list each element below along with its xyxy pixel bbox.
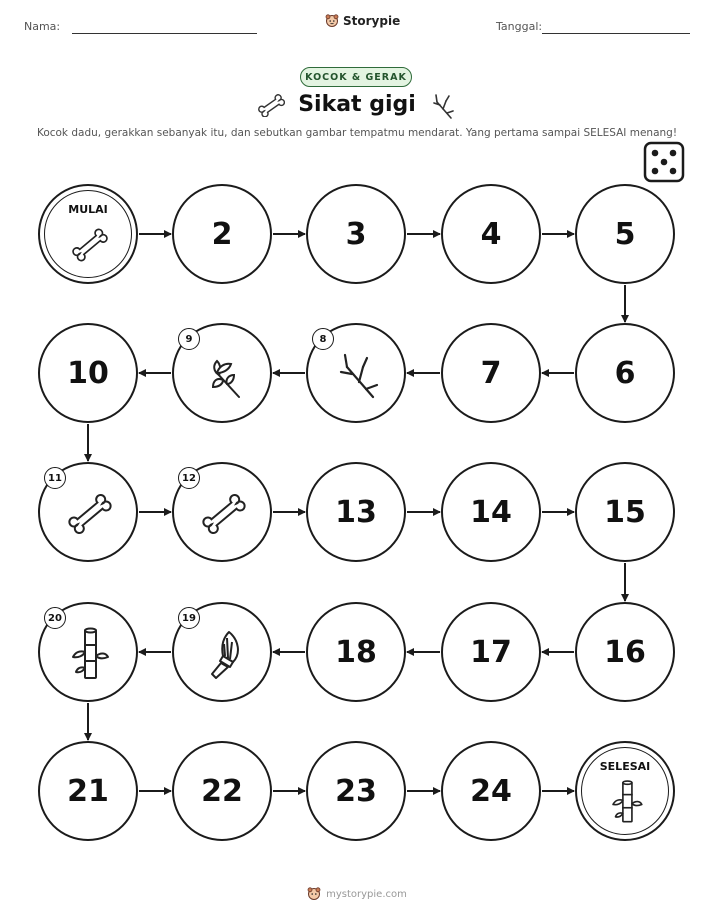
bone-icon (65, 222, 115, 268)
name-label: Nama: (24, 20, 61, 33)
board-cell (306, 323, 406, 423)
page-title: Sikat gigi (298, 92, 416, 117)
board-cell (38, 741, 138, 841)
sprig-icon (199, 347, 249, 403)
board-cell (306, 741, 406, 841)
board-cell (172, 184, 272, 284)
board-cell (575, 462, 675, 562)
cell-number-badge: 19 (178, 607, 200, 629)
board-cell (575, 323, 675, 423)
cell-number: 24 (470, 773, 512, 809)
cell-number-badge: 9 (178, 328, 200, 350)
cell-number-badge: 12 (178, 467, 200, 489)
category-badge: KOCOK & GERAK (300, 67, 412, 87)
board-cell (441, 602, 541, 702)
board-cell (306, 184, 406, 284)
cell-number: 22 (201, 773, 243, 809)
cell-number: 16 (604, 634, 646, 670)
bamboo-icon (65, 626, 115, 682)
board-cell (38, 462, 138, 562)
cell-number: 15 (604, 494, 646, 530)
board-cell (38, 323, 138, 423)
bone-icon (65, 486, 115, 542)
footer (0, 887, 714, 901)
footer-url: mystorypie.com (326, 888, 407, 900)
board-cell (172, 602, 272, 702)
board-cell (38, 602, 138, 702)
cell-number-badge: 20 (44, 607, 66, 629)
board-cell (172, 323, 272, 423)
brush-icon (199, 626, 249, 682)
cell-number: 5 (614, 216, 636, 252)
cell-number: 17 (470, 634, 512, 670)
cell-number: 18 (335, 634, 377, 670)
brand-name: Storypie (343, 14, 401, 28)
cell-number: 14 (470, 494, 512, 530)
bone-icon (199, 486, 249, 542)
cell-number: 10 (67, 355, 109, 391)
cell-number: 13 (335, 494, 377, 530)
date-label: Tanggal: (496, 20, 543, 33)
storypie-mascot-icon (307, 887, 321, 901)
cell-number-badge: 11 (44, 467, 66, 489)
cell-number: 4 (480, 216, 502, 252)
start-label: MULAI (68, 203, 108, 216)
cell-number: 7 (480, 355, 502, 391)
finish-cell (575, 741, 675, 841)
cell-number: 6 (614, 355, 636, 391)
cell-number-badge: 8 (312, 328, 334, 350)
board-cell (441, 323, 541, 423)
board-cell (172, 741, 272, 841)
board-cell (441, 462, 541, 562)
instructions: Kocok dadu, gerakkan sebanyak itu, dan sebutkan gambar tempatmu mendarat. Yang pertama sampai SELESAI menang! (36, 127, 678, 139)
twig-icon (333, 347, 383, 403)
cell-number: 21 (67, 773, 109, 809)
board-cell (172, 462, 272, 562)
board-cell (306, 462, 406, 562)
board-cell (441, 741, 541, 841)
bamboo-icon (602, 779, 652, 825)
finish-label: SELESAI (599, 760, 651, 773)
board-cell (575, 602, 675, 702)
board-cell (441, 184, 541, 284)
cell-number: 3 (345, 216, 367, 252)
board-cell (575, 184, 675, 284)
start-cell (38, 184, 138, 284)
board-cell (306, 602, 406, 702)
cell-number: 23 (335, 773, 377, 809)
cell-number: 2 (211, 216, 233, 252)
